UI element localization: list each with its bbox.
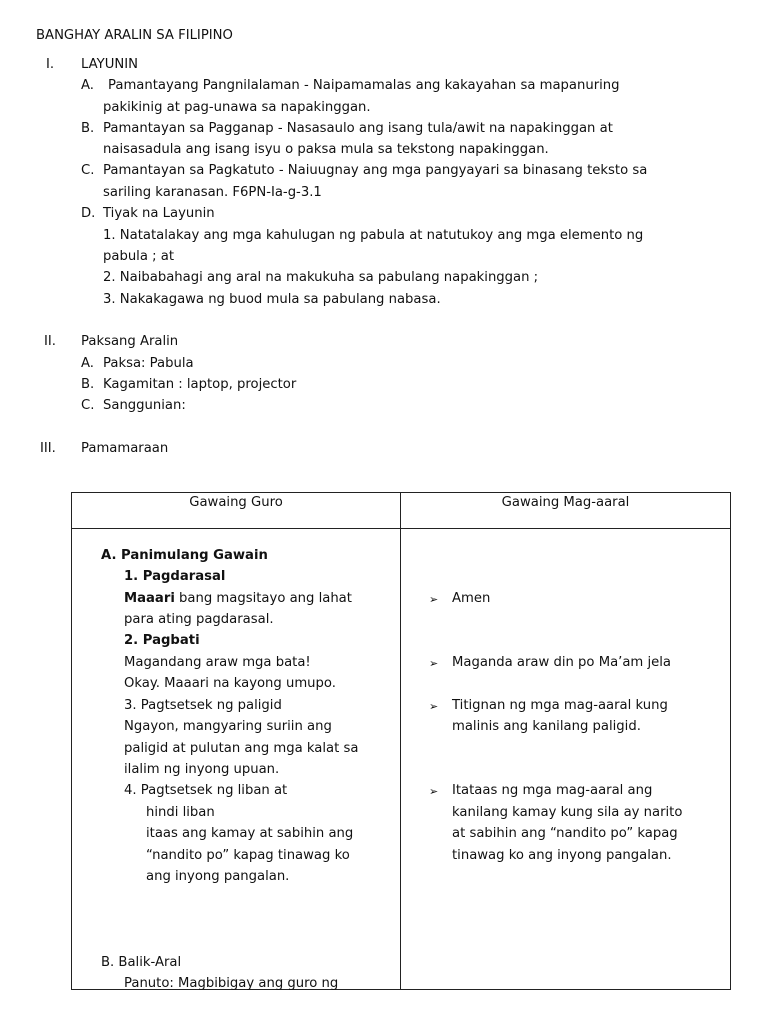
teacher-item4-line4: ang inyong pangalan. [146,869,290,884]
teacher-item4-line2: itaas ang kamay at sabihin ang [146,826,354,841]
teacher-item1-title: 1. Pagdarasal [124,569,226,584]
teacher-item4-title: 4. Pagtsetsek ng liban at [124,783,288,798]
bullet-arrow-icon: ➢ [429,657,439,670]
teacher-section-b-line1: Panuto: Magbibigay ang guro ng [124,976,339,991]
layunin-c-line1: Pamantayan sa Pagkatuto - Naiuugnay ang mga pangyayari sa binasang teksto sa [103,163,648,178]
student-response-2: Maganda araw din po Ma’am jela [452,655,671,670]
teacher-activities-cell [72,529,401,990]
layunin-a-marker: A. [81,78,94,93]
section-numeral-ii: II. [44,334,56,349]
layunin-d3: 3. Nakakagawa ng buod mula sa pabulang nabasa. [103,292,441,307]
student-response-4-line3: at sabihin ang “nandito po” kapag [452,826,678,841]
layunin-d2: 2. Naibabahagi ang aral na makukuha sa pabulang napakinggan ; [103,270,539,285]
layunin-d-line1: Tiyak na Layunin [103,206,215,221]
teacher-item2-line2: Okay. Maaari na kayong umupo. [124,676,336,691]
column-header-teacher: Gawaing Guro [72,493,401,529]
section-heading-paksang-aralin: Paksang Aralin [81,334,179,349]
teacher-item3-line3: ilalim ng inyong upuan. [124,762,280,777]
layunin-b-line2: naisasadula ang isang isyu o paksa mula sa tekstong napakinggan. [103,142,549,157]
section-numeral-iii: III. [40,441,56,456]
student-response-4-line4: tinawag ko ang inyong pangalan. [452,848,672,863]
teacher-item1-line2: para ating pagdarasal. [124,612,274,627]
paksang-aralin-b-marker: B. [81,377,95,392]
bullet-arrow-icon: ➢ [429,593,439,606]
teacher-item3-line2: paligid at pulutan ang mga kalat sa [124,741,359,756]
teacher-item1-rest: bang magsitayo ang lahat [174,591,352,606]
teacher-section-a: A. Panimulang Gawain [101,548,268,563]
layunin-c-line2: sariling karanasan. F6PN-Ia-g-3.1 [103,185,322,200]
teacher-section-b: B. Balik-Aral [101,955,182,970]
layunin-a-line1: Pamantayang Pangnilalaman - Naipamamalas ang kakayahan sa mapanuring [108,78,620,93]
student-response-4-line1: Itataas ng mga mag-aaral ang [452,783,653,798]
lesson-procedure-table [71,492,731,990]
student-response-4-line2: kanilang kamay kung sila ay narito [452,805,683,820]
student-activities-cell [401,529,731,990]
section-heading-pamamaraan: Pamamaraan [81,441,169,456]
student-response-3-line2: malinis ang kanilang paligid. [452,719,641,734]
bullet-arrow-icon: ➢ [429,785,439,798]
teacher-item4-line1: hindi liban [146,805,215,820]
bullet-arrow-icon: ➢ [429,700,439,713]
section-heading-layunin: LAYUNIN [81,57,138,72]
paksang-aralin-a: Paksa: Pabula [103,356,194,371]
layunin-d1-line2: pabula ; at [103,249,175,264]
layunin-b-marker: B. [81,121,95,136]
student-response-1: Amen [452,591,491,606]
paksang-aralin-c: Sanggunian: [103,398,186,413]
teacher-item1-line1 [124,592,352,605]
teacher-item3-line1: Ngayon, mangyaring suriin ang [124,719,332,734]
layunin-a-line2: pakikinig at pag-unawa sa napakinggan. [103,100,371,115]
layunin-d-marker: D. [81,206,96,221]
column-header-student: Gawaing Mag-aaral [401,493,731,529]
section-numeral-i: I. [46,57,55,72]
paksang-aralin-a-marker: A. [81,356,94,371]
teacher-item4-line3: “nandito po” kapag tinawag ko [146,848,350,863]
layunin-c-marker: C. [81,163,95,178]
layunin-b-line1: Pamantayan sa Pagganap - Nasasaulo ang isang tula/awit na napakinggan at [103,121,613,136]
paksang-aralin-b: Kagamitan : laptop, projector [103,377,297,392]
layunin-d1-line1: 1. Natatalakay ang mga kahulugan ng pabula at natutukoy ang mga elemento ng [103,228,644,243]
teacher-item1-bold-word: Maaari [124,591,175,606]
teacher-item3-title: 3. Pagtsetsek ng paligid [124,698,282,713]
paksang-aralin-c-marker: C. [81,398,95,413]
document-title: BANGHAY ARALIN SA FILIPINO [36,28,233,43]
student-response-3-line1: Titignan ng mga mag-aaral kung [452,698,668,713]
teacher-item2-line1: Magandang araw mga bata! [124,655,311,670]
teacher-item2-title: 2. Pagbati [124,633,200,648]
